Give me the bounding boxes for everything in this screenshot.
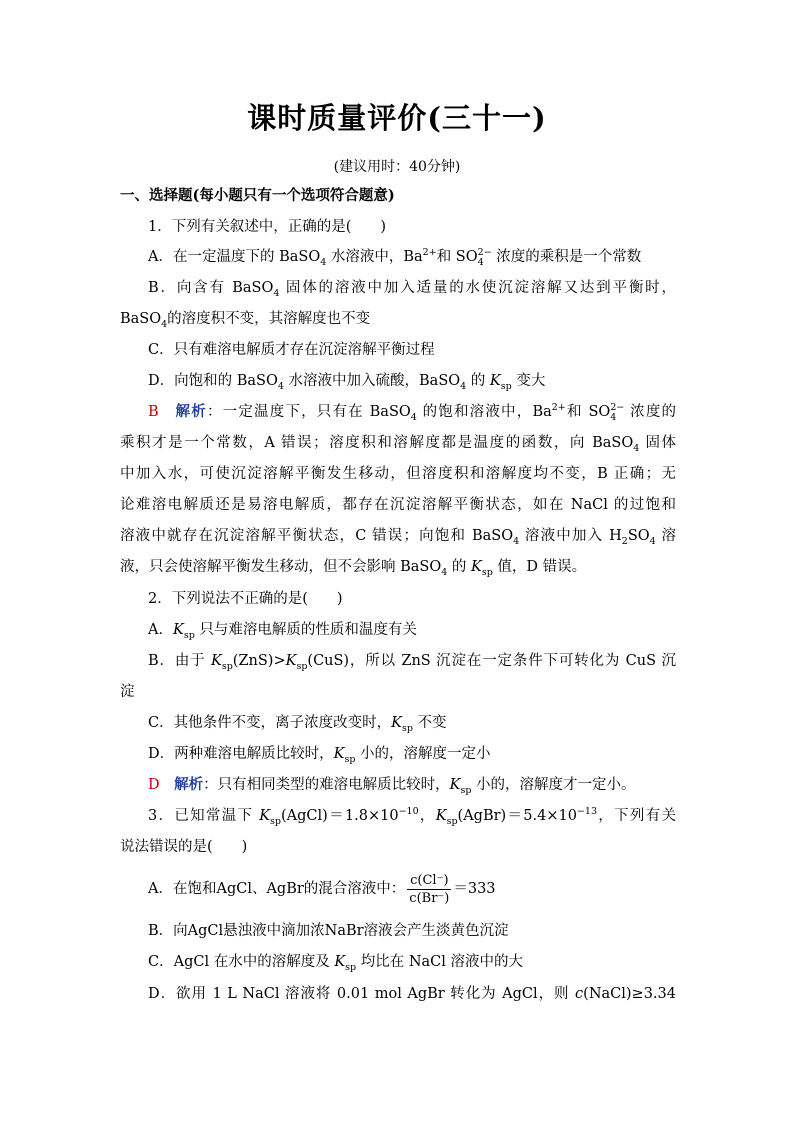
q1-analysis-line2: 乘积才是一个常数，A 错误；溶度积和溶解度都是温度的函数，向 BaSO$_4$ 固体: [120, 435, 676, 453]
q2-analysis-label: 解析: [174, 776, 204, 793]
q1-analysis-line3: 中加入水，可使沉淀溶解平衡发生移动，但溶度积和溶解度均不变，B 正确；无: [120, 466, 676, 482]
q1-analysis-label: 解析: [175, 403, 207, 420]
q1-option-d: D．向饱和的 BaSO$_4$ 水溶液中加入硫酸，BaSO$_4$ 的 $K_{sp}$ 变大: [148, 373, 546, 391]
q2-option-c: C．其他条件不变，离子浓度改变时，$K_{sp}$ 不变: [148, 715, 447, 733]
time-hint: (建议用时：40分钟): [333, 159, 461, 175]
q3-fraction: $\frac{c(Cl^-)}{c(Br^-)}$: [409, 872, 450, 906]
q1-analysis-line5: 溶液中就存在沉淀溶解平衡状态，C 错误；向饱和 BaSO$_4$ 溶液中加入 $H_2SO_4$ 溶: [120, 528, 676, 546]
q2-analysis: D 解析：只有相同类型的难溶电解质比较时，$K_{sp}$ 小的，溶解度才一定小。: [148, 776, 636, 795]
q1-option-b-line1: B．向含有 BaSO$_4$ 固体的溶液中加入适量的水使沉淀溶解又达到平衡时，: [148, 280, 676, 298]
q3-option-b: B．向AgCl悬浊液中滴加浓NaBr溶液会产生淡黄色沉淀: [148, 923, 509, 939]
section-heading: 一、选择题(每小题只有一个选项符合题意): [120, 187, 395, 204]
q2-option-d: D．两种难溶电解质比较时，$K_{sp}$ 小的，溶解度一定小: [148, 746, 491, 764]
q1-analysis-line6: 液，只会使溶解平衡发生移动，但不会影响 BaSO$_4$ 的 $K_{sp}$ 值，D 错误。: [120, 559, 587, 577]
q3-option-d: D．欲用 1 L NaCl 溶液将 0.01 mol AgBr 转化为 AgCl，则 c(NaCl)≥3.34: [148, 986, 676, 1002]
q2-option-a: A．$K_{sp}$ 只与难溶电解质的性质和温度有关: [148, 622, 417, 640]
q2-option-b-line1: B．由于 $K_{sp}(ZnS)>K_{sp}(CuS)$，所以 ZnS 沉淀在一定条件下可转化为 CuS 沉: [148, 653, 676, 671]
q3-option-c: C．AgCl 在水中的溶解度及 $K_{sp}$ 均比在 NaCl 溶液中的大: [148, 954, 524, 972]
q1-option-c: C．只有难溶电解质才存在沉淀溶解平衡过程: [148, 342, 435, 358]
q2-answer: D: [148, 777, 160, 793]
q3-stem-line2: 说法错误的是( ): [120, 839, 248, 855]
q1-analysis-line4: 论难溶电解质还是易溶电解质，都存在沉淀溶解平衡状态，如在 NaCl 的过饱和: [120, 497, 676, 513]
q1-option-a: A．在一定温度下的 BaSO$_4$ 水溶液中，$Ba^{2+}$和 $SO_4^{2-}$ 浓度的乘积是一个常数: [148, 247, 642, 267]
page-title: 课时质量评价(三十一): [247, 101, 547, 135]
q3-option-a: A．在饱和AgCl、AgBr的混合溶液中： $\frac{c(Cl^-)}{c(Br^-)}$ ＝333: [148, 872, 496, 906]
q1-answer: B: [148, 404, 159, 420]
q2-option-b-line2: 淀: [120, 684, 135, 700]
q1-stem: 1．下列有关叙述中，正确的是( ): [148, 219, 387, 235]
q2-stem: 2．下列说法不正确的是( ): [148, 591, 343, 607]
q3-stem-line1: 3．已知常温下 $K_{sp}(AgCl)=1.8\times 10^{-10}$，$K_{sp}(AgBr)=5.4\times 10^{-13}$，下列有关: [148, 806, 676, 826]
q1-option-b-line2: BaSO$_4$的溶度积不变，其溶解度也不变: [120, 311, 371, 329]
q1-analysis-line1: B 解析：一定温度下，只有在 BaSO$_4$ 的饱和溶液中，$Ba^{2+}$和 $SO_4^{2-}$ 浓度的: [148, 402, 676, 422]
